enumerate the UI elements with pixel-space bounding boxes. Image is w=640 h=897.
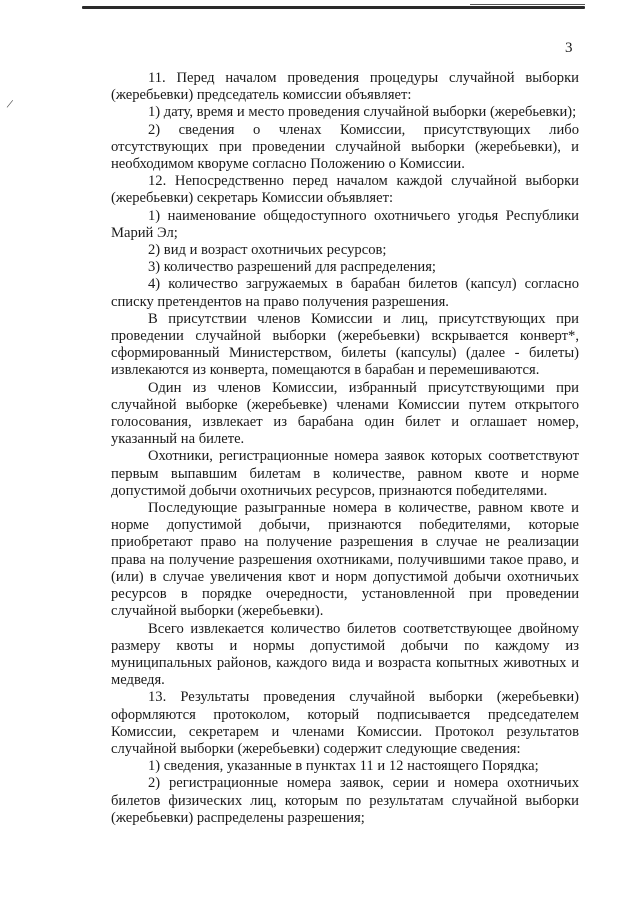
paragraph-13-item-2: 2) регистрационные номера заявок, серии и номера охотничьих билетов физических лиц, которым по результатам случайной выборки (жеребьевки) распределены разрешения; [111,775,579,826]
paragraph-11-item-1: 1) дату, время и место проведения случайной выборки (жеребьевки); [148,104,577,121]
paragraph-winners: Охотники, регистрационные номера заявок которых соответствуют первым выпавшим билетам в количестве, равном квоте и норме допустимой добычи охотничьих ресурсов, признаются победителями. [111,448,579,499]
paragraph-subsequent: Последующие разыгранные номера в количестве, равном квоте и норме допустимой добычи, признаются победителями, которые приобретают право на получение разрешения в случае не реализации права на получение разрешения охотниками, получившими такое право, и (или) в случае увеличения квот и норм допустимой добычи охотничьих ресурсов в порядке очередности, установленной при проведении случайной выборки (жеребьевки). [111,500,579,620]
document-body [111,70,579,827]
paragraph-12-item-4: 4) количество загружаемых в барабан билетов (капсул) согласно списку претендентов на право получения разрешения. [111,276,579,310]
paragraph-11-item-2: 2) сведения о членах Комиссии, присутствующих либо отсутствующих при проведении случайной выборки (жеребьевки), и необходимом кворуме согласно Положению о Комиссии. [111,121,579,173]
paragraph-12-intro: 12. Непосредственно перед началом каждой случайной выборки (жеребьевки) секретарь Комиссии объявляет: [111,173,579,207]
paragraph-total-tickets: Всего извлекается количество билетов соответствующее двойному размеру квоты и нормы допустимой добычи по каждому из муниципальных районов, каждого вида и возраста копытных животных и медведя. [111,620,579,689]
top-scan-rule-thin [470,4,585,5]
top-scan-rule [82,6,585,9]
paragraph-envelope: В присутствии членов Комиссии и лиц, присутствующих при проведении случайной выборки (жеребьевки) вскрывается конверт*, сформированный Министерством, билеты (капсулы) (далее - билеты) извлекаются из конверта, помещаются в барабан и перемешиваются. [111,310,579,379]
paragraph-11-intro: 11. Перед началом проведения процедуры случайной выборки (жеребьевки) председатель комиссии объявляет: [111,70,579,104]
paragraph-13-intro: 13. Результаты проведения случайной выборки (жеребьевки) оформляются протоколом, который подписывается председателем Комиссии, секретарем и членами Комиссии. Протокол результатов случайной выборки (жеребьевки) содержит следующие сведения: [111,689,579,757]
paragraph-draw: Один из членов Комиссии, избранный присутствующими при случайной выборке (жеребьевке) членами Комиссии путем открытого голосования, извлекает из барабана один билет и оглашает номер, указанный на билете. [111,379,579,448]
page-number: 3 [565,40,573,56]
paragraph-12-item-1: 1) наименование общедоступного охотничьего угодья Республики Марий Эл; [111,207,579,241]
paragraph-13-item-1: 1) сведения, указанные в пунктах 11 и 12 настоящего Порядка; [148,758,539,775]
paragraph-12-item-2: 2) вид и возраст охотничьих ресурсов; [148,242,387,259]
paragraph-12-item-3: 3) количество разрешений для распределения; [148,259,436,276]
margin-pen-mark: / [5,95,15,112]
